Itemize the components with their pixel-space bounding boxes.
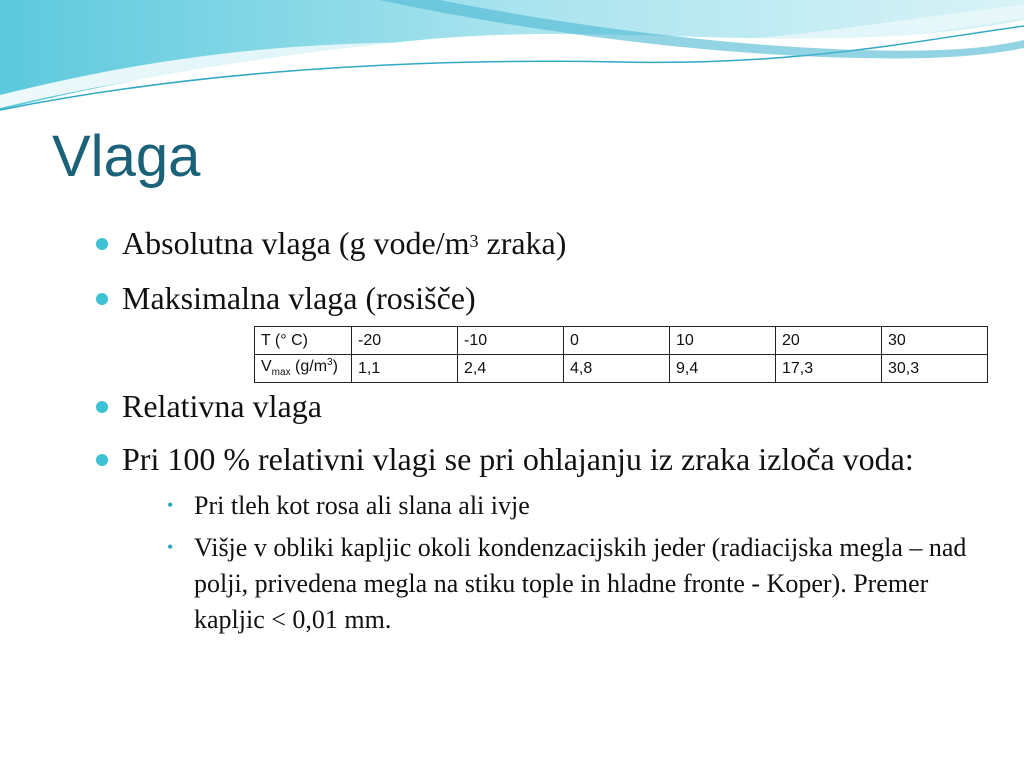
- bullet-pri-100: [96, 440, 1002, 478]
- table-cell: 4,8: [564, 355, 670, 383]
- table-cell: 9,4: [670, 355, 776, 383]
- bullet-absolutna-vlaga: [96, 224, 996, 262]
- table-cell: 0: [564, 327, 670, 355]
- header-subscript: max: [271, 367, 291, 379]
- header-unit: (g/m: [290, 358, 328, 376]
- table-row-header: T (° C): [255, 327, 352, 355]
- header-close: ): [332, 358, 338, 376]
- slide-title: Vlaga: [52, 124, 201, 189]
- sub-bullet-text: Pri tleh kot rosa ali slana ali ivje: [194, 491, 530, 520]
- table-cell: 2,4: [458, 355, 564, 383]
- table-cell: 30: [882, 327, 988, 355]
- table-cell: 1,1: [352, 355, 458, 383]
- bullet-text-tail: zraka): [478, 225, 567, 261]
- bullet-text: Pri 100 % relativni vlagi se pri ohlajanju iz zraka izloča voda:: [122, 441, 914, 477]
- header-symbol: V: [261, 358, 272, 376]
- table-row: [255, 327, 988, 355]
- bullet-text: Absolutna vlaga (g vode/m: [122, 225, 470, 261]
- table-cell: -20: [352, 327, 458, 355]
- table-cell: 17,3: [776, 355, 882, 383]
- bullet-text: Relativna vlaga: [122, 388, 322, 424]
- table-cell: 30,3: [882, 355, 988, 383]
- main-bullet-list: [96, 224, 996, 317]
- bullet-text: Maksimalna vlaga (rosišče): [122, 280, 476, 316]
- table-cell: -10: [458, 327, 564, 355]
- header-wave-decoration: [0, 0, 1024, 120]
- table-row: [255, 355, 988, 383]
- bullet-relativna-vlaga: [96, 387, 996, 425]
- sub-bullet-pri-tleh: [96, 488, 994, 524]
- sub-bullet-text: Višje v obliki kapljic okoli kondenzacijskih jeder (radiacijska megla – nad polji, privedena megla na stiku tople in hladne fronte - Koper). Premer kapljic < 0,01 mm.: [194, 533, 967, 634]
- superscript: 3: [469, 231, 479, 251]
- bullet-maksimalna-vlaga: [96, 279, 996, 317]
- header-superscript: 3: [327, 357, 333, 369]
- table-cell: 10: [670, 327, 776, 355]
- table-row-header: [255, 355, 352, 383]
- table-cell: 20: [776, 327, 882, 355]
- max-humidity-table: [254, 326, 988, 383]
- sub-bullet-visje: [96, 530, 994, 638]
- main-bullet-list-continued: [96, 387, 996, 638]
